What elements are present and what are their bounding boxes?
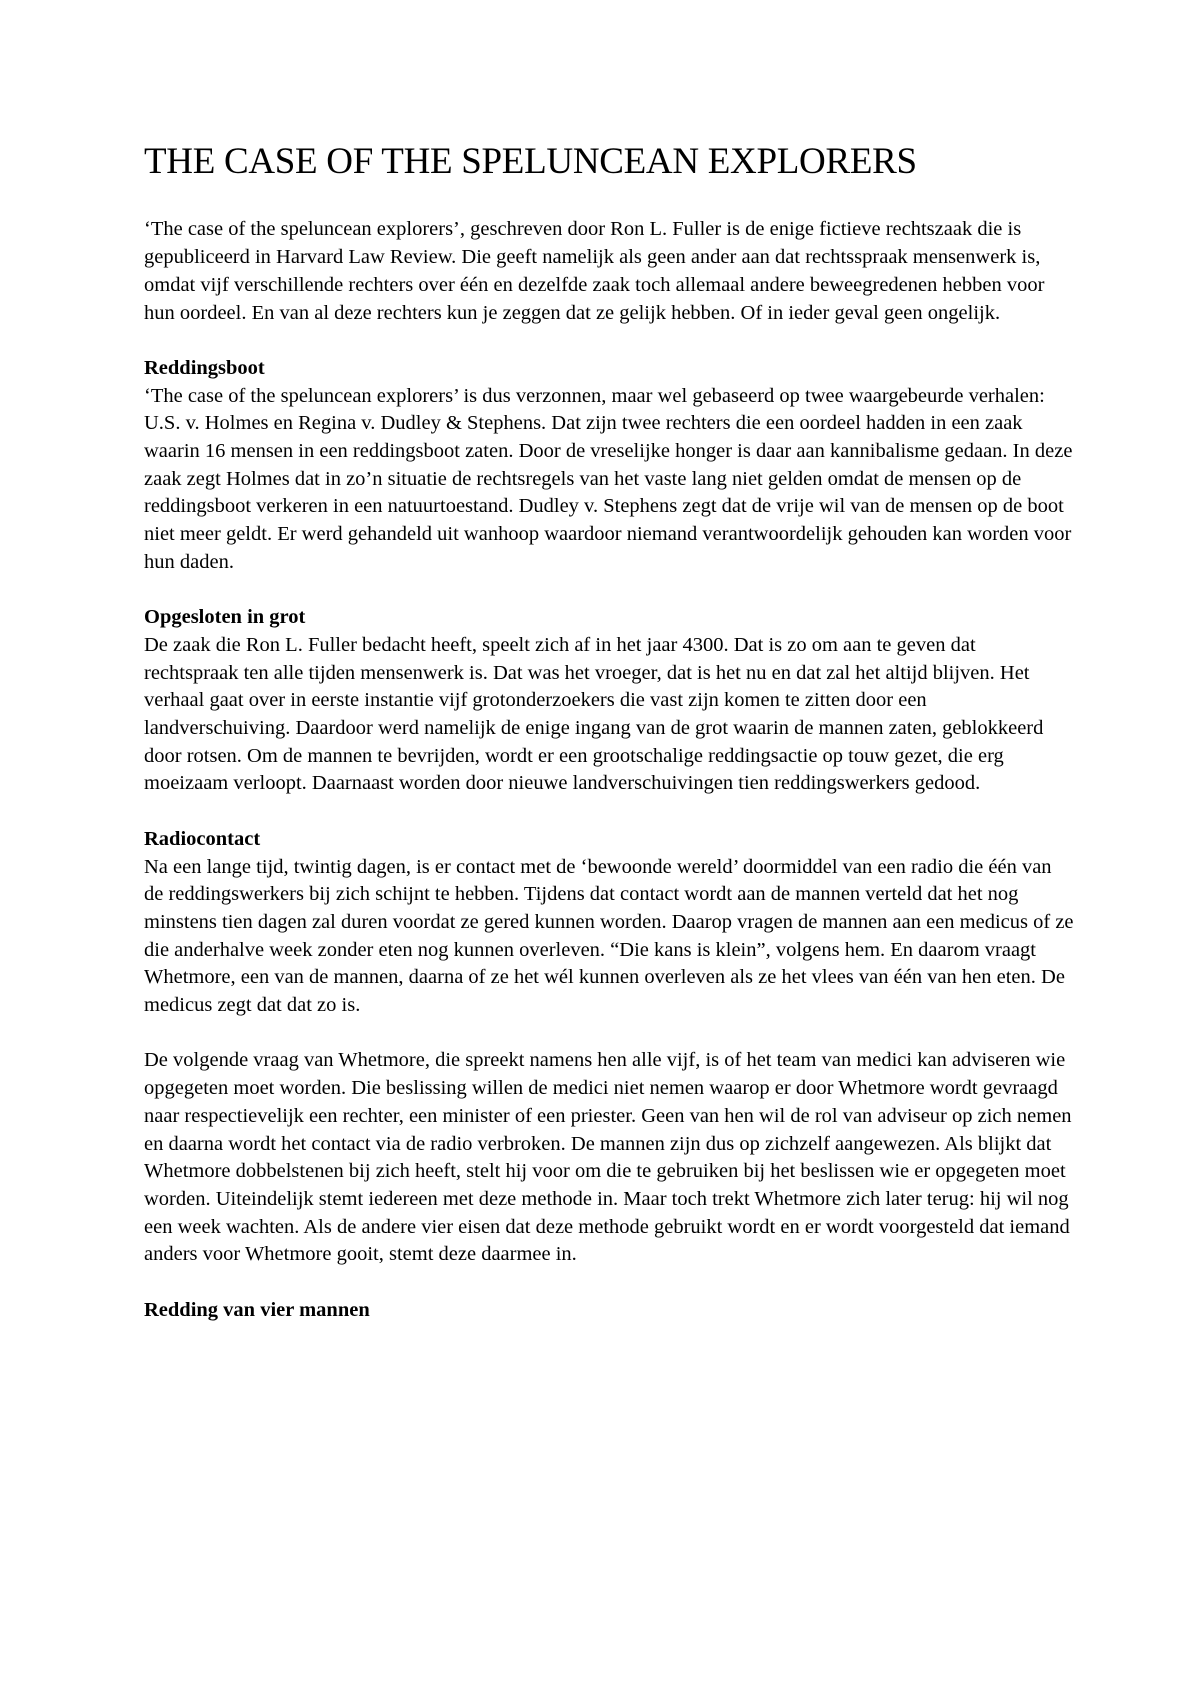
section-paragraph: ‘The case of the speluncean explorers’ is dus verzonnen, maar wel gebaseerd op twee waargebeurde verhalen: U.S. v. Holmes en Regina v. Dudley & Stephens. Dat zijn twee rechters die een oordeel hadden in een zaak waarin 16 mensen in een reddingsboot zaten. Door de vreselijke honger is daar aan kannibalisme gedaan. In deze zaak zegt Holmes dat in zo’n situatie de rechtsregels van het vaste lang niet gelden omdat de mensen op de reddingsboot verkeren in een natuurtoestand. Dudley v. Stephens zegt dat de vrije wil van de mensen op de boot niet meer geldt. Er werd gehandeld uit wanhoop waardoor niemand verantwoordelijk gehouden kan worden voor hun daden. [144,384,1073,573]
section-heading: Radiocontact [144,827,261,850]
section-opgesloten-in-grot [144,604,1074,798]
section-reddingsboot [144,355,1074,577]
section-heading: Reddingsboot [144,356,265,379]
document-title: THE CASE OF THE SPELUNCEAN EXPLORERS [144,141,917,182]
section-redding-van-vier-mannen [144,1297,1074,1325]
section-heading: Redding van vier mannen [144,1298,370,1321]
document-body [144,140,1074,1324]
section-paragraph: De volgende vraag van Whetmore, die spreekt namens hen alle vijf, is of het team van medici kan adviseren wie opgegeten moet worden. Die beslissing willen de medici niet nemen waarop er door Whetmore wordt gevraagd naar respectievelijk een rechter, een minister of een priester. Geen van hen wil de rol van adviseur op zich nemen en daarna wordt het contact via de radio verbroken. De mannen zijn dus op zichzelf aangewezen. Als blijkt dat Whetmore dobbelstenen bij zich heeft, stelt hij voor om die te gebruiken bij het beslissen wie er opgegeten moet worden. Uiteindelijk stemt iedereen met deze methode in. Maar toch trekt Whetmore zich later terug: hij wil nog een week wachten. Als de andere vier eisen dat deze methode gebruikt wordt en er wordt voorgesteld dat iemand anders voor Whetmore gooit, stemt deze daarmee in. [144,1049,1072,1266]
intro-paragraph: ‘The case of the speluncean explorers’, geschreven door Ron L. Fuller is de enige fictieve rechtszaak die is gepubliceerd in Harvard Law Review. Die geeft namelijk als geen ander aan dat rechtsspraak mensenwerk is, omdat vijf verschillende rechters over één en dezelfde zaak toch allemaal andere beweegredenen hebben voor hun oordeel. En van al deze rechters kun je zeggen dat ze gelijk hebben. Of in ieder geval geen ongelijk. [144,218,1045,324]
section-paragraph: Na een lange tijd, twintig dagen, is er contact met de ‘bewoonde wereld’ doormiddel van een radio die één van de reddingswerkers bij zich schijnt te hebben. Tijdens dat contact wordt aan de mannen verteld dat het nog minstens tien dagen zal duren voordat ze gered kunnen worden. Daarop vragen de mannen aan een medicus of ze die anderhalve week zonder eten nog kunnen overleven. “Die kans is klein”, volgens hem. En daarom vraagt Whetmore, een van de mannen, daarna of ze het wél kunnen overleven als ze het vlees van één van hen eten. De medicus zegt dat dat zo is. [144,855,1074,1017]
section-heading: Opgesloten in grot [144,606,306,629]
section-radiocontact [144,826,1074,1269]
section-paragraph: De zaak die Ron L. Fuller bedacht heeft, speelt zich af in het jaar 4300. Dat is zo om aan te geven dat rechtspraak ten alle tijden mensenwerk is. Dat was het vroeger, dat is het nu en dat zal het altijd blijven. Het verhaal gaat over in eerste instantie vijf grotonderzoekers die vast zijn komen te zitten door een landverschuiving. Daardoor werd namelijk de enige ingang van de grot waarin de mannen zaten, geblokkeerd door rotsen. Om de mannen te bevrijden, wordt er een grootschalige reddingsactie op touw gezet, die erg moeizaam verloopt. Daarnaast worden door nieuwe landverschuivingen tien reddingswerkers gedood. [144,633,1044,795]
